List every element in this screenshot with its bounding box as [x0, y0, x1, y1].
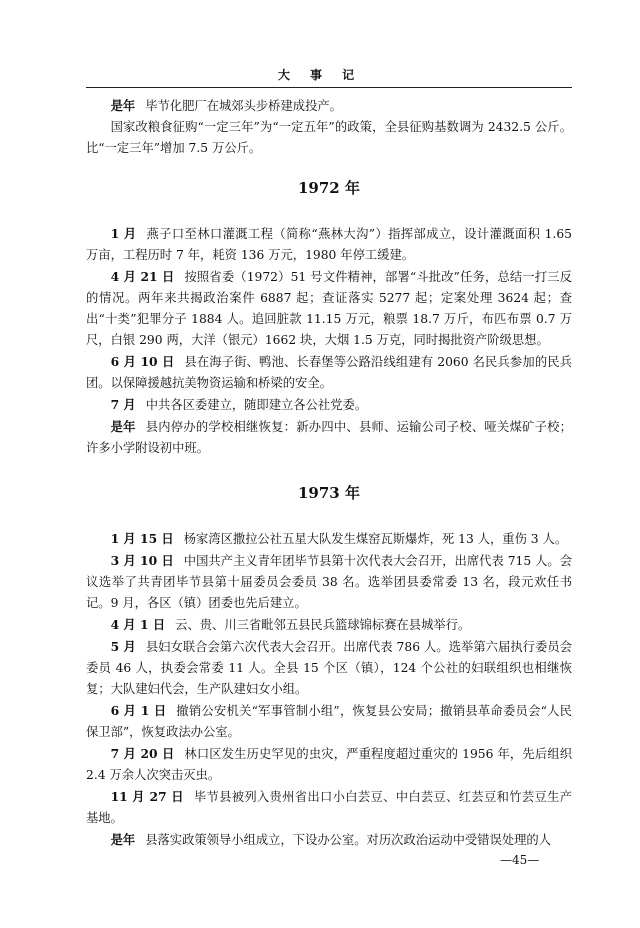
entry-date: 是年	[110, 832, 136, 847]
entry-text: 县妇女联合会第六次代表大会召开。出席代表 786 人。选举第六届执行委员会委员 46 人，执委会常委 11 人。全县 15 个区（镇），124 个公社的妇联组织也相继恢复；大队建妇代会，生产队建妇女小组。	[86, 640, 572, 696]
entry-text: 燕子口至林口灌溉工程（简称“燕林大沟”）指挥部成立，设计灌溉面积 1.65 万亩，工程历时 7 年，耗资 136 万元，1980 年停工缓建。	[86, 227, 572, 262]
entry	[86, 95, 572, 117]
entry-date: 4 月 1 日	[110, 617, 166, 632]
running-header: 大 事 记	[277, 68, 363, 82]
entry	[86, 223, 572, 266]
entry-date: 4 月 21 日	[110, 269, 175, 284]
entry	[86, 550, 572, 614]
entry-date: 是年	[110, 419, 136, 434]
entry	[86, 614, 572, 636]
entry	[86, 786, 572, 829]
entry-text: 国家改粮食征购“一定三年”为“一定五年”的政策，全县征购基数调为 2432.5 公斤。比“一定三年”增加 7.5 万公斤。	[86, 120, 572, 155]
document-body	[86, 95, 572, 851]
entry	[86, 829, 572, 851]
entry-text: 县内停办的学校相继恢复：新办四中、县师、运输公司子校、哑关煤矿子校；许多小学附设初中班。	[86, 420, 572, 455]
entry-date: 6 月 1 日	[110, 703, 167, 718]
entry	[86, 351, 572, 394]
entry-date: 1 月	[110, 226, 137, 241]
entry-text: 中国共产主义青年团毕节县第十次代表大会召开，出席代表 715 人。会议选举了共青团毕节县第十届委员会委员 38 名。选举团县委常委 13 名，段元欢任书记。9 月，各区（镇）团委也先后建立。	[86, 554, 572, 610]
entry	[86, 700, 572, 743]
entry-date: 3 月 10 日	[110, 553, 174, 568]
entry-date: 1 月 15 日	[110, 531, 174, 546]
entry-text: 撤销公安机关“军事管制小组”，恢复县公安局；撤销县革命委员会“人民保卫部”，恢复政法办公室。	[86, 704, 572, 739]
year-heading-1972: 1972 年	[298, 179, 360, 197]
entry	[86, 636, 572, 700]
page-number: —45—	[500, 853, 540, 867]
entry-date: 7 月	[110, 397, 136, 412]
entry-date: 7 月 20 日	[110, 746, 175, 761]
entry	[86, 117, 572, 159]
entry-text: 按照省委（1972）51 号文件精神，部署“斗批改”任务，总结一打三反的情况。两年来共揭政治案件 6887 起；查证落实 5277 起；定案处理 3624 起；查出“十类”犯罪分子 1884 人。追回脏款 11.15 万元，粮票 18.7 万斤，布匹布票 0.7 万尺，白银 290 两，大洋（银元）1662 块，大烟 1.5 万克，同时揭批资产阶级思想。	[86, 270, 572, 347]
entry-text: 中共各区委建立，随即建立各公社党委。	[145, 398, 368, 412]
entry-text: 县落实政策领导小组成立，下设办公室。对历次政治运动中受错误处理的人	[145, 833, 552, 847]
entry	[86, 528, 572, 550]
entry-date: 是年	[110, 98, 136, 113]
header-rule	[86, 87, 572, 88]
entry-text: 云、贵、川三省毗邻五县民兵篮球锦标赛在县城举行。	[175, 618, 471, 632]
entry-date: 11 月 27 日	[110, 789, 184, 804]
entry-text: 毕节化肥厂在城郊头步桥建成投产。	[145, 99, 342, 113]
entry-text: 杨家湾区撒拉公社五星大队发生煤窑瓦斯爆炸，死 13 人，重伤 3 人。	[183, 532, 568, 546]
entry	[86, 416, 572, 459]
year-heading-1973: 1973 年	[298, 484, 360, 502]
entry-date: 6 月 10 日	[110, 354, 175, 369]
entry-text: 县在海子街、鸭池、长春堡等公路沿线组建有 2060 名民兵参加的民兵团。以保障援越抗美物资运输和桥梁的安全。	[86, 355, 572, 390]
entry-text: 毕节县被列入贵州省出口小白芸豆、中白芸豆、红芸豆和竹芸豆生产基地。	[86, 790, 572, 825]
entry	[86, 394, 572, 416]
entry-text: 林口区发生历史罕见的虫灾，严重程度超过重灾的 1956 年，先后组织 2.4 万余人次突击灭虫。	[86, 747, 572, 782]
entry	[86, 266, 572, 351]
entry	[86, 743, 572, 786]
entry-date: 5 月	[110, 639, 136, 654]
